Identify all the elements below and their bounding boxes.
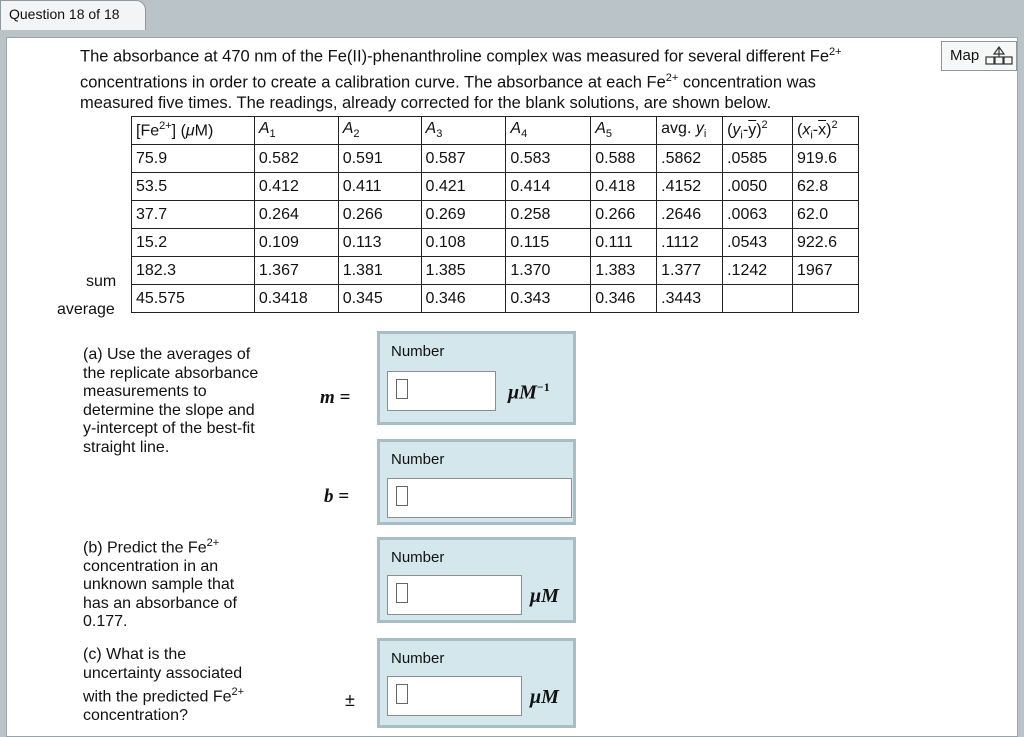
table-cell: 1.383 bbox=[591, 257, 657, 285]
map-button[interactable] bbox=[941, 41, 1017, 71]
table-cell: 0.414 bbox=[506, 173, 591, 201]
part-c-text: (c) What is the uncertainty associated with the predicted $Fe^{2+}$ concentration? bbox=[83, 646, 245, 724]
table-cell: 0.266 bbox=[591, 201, 657, 229]
table-cell: 15.2 bbox=[132, 229, 255, 257]
table-cell: 75.9 bbox=[132, 145, 255, 173]
table-header-cell: $(y_i-\overline{y})^2$ bbox=[723, 117, 793, 145]
table-cell: 0.113 bbox=[338, 229, 421, 257]
text-cursor bbox=[396, 684, 408, 704]
m-input[interactable] bbox=[387, 371, 496, 411]
table-row bbox=[132, 201, 859, 229]
prediction-number-label: Number bbox=[391, 549, 445, 566]
table-cell: 62.8 bbox=[793, 173, 859, 201]
row-label-average: average bbox=[57, 301, 115, 318]
table-cell: 0.3418 bbox=[254, 285, 338, 313]
table-header-cell: $A_2$ bbox=[338, 117, 421, 145]
table-cell: 0.582 bbox=[254, 145, 338, 173]
table-cell: .0050 bbox=[723, 173, 793, 201]
table-cell: 0.345 bbox=[338, 285, 421, 313]
uncertainty-answer-box bbox=[377, 638, 576, 728]
table-cell: .0585 bbox=[723, 145, 793, 173]
table-header-cell: $A_5$ bbox=[591, 117, 657, 145]
b-label: b = bbox=[324, 486, 350, 507]
table-header-cell: $[Fe^{2+}]$ (μM) bbox=[132, 117, 255, 145]
table-cell: 1.367 bbox=[254, 257, 338, 285]
row-label-sum: sum bbox=[86, 273, 117, 290]
table-cell: .0543 bbox=[723, 229, 793, 257]
text-cursor bbox=[396, 486, 408, 506]
table-cell: 0.346 bbox=[421, 285, 506, 313]
uncertainty-input[interactable] bbox=[387, 676, 522, 716]
table-cell: 919.6 bbox=[793, 145, 859, 173]
table-cell: 922.6 bbox=[793, 229, 859, 257]
table-cell: 53.5 bbox=[132, 173, 255, 201]
table-cell: 45.575 bbox=[132, 285, 255, 313]
table-cell: 0.411 bbox=[338, 173, 421, 201]
text-cursor bbox=[396, 583, 408, 603]
uncertainty-unit: μM bbox=[530, 686, 559, 708]
table-row bbox=[132, 257, 859, 285]
b-answer-box bbox=[377, 439, 576, 525]
table-cell: 62.0 bbox=[793, 201, 859, 229]
table-header-cell: $A_3$ bbox=[421, 117, 506, 145]
m-unit: $\mu M^{-1}$ bbox=[508, 380, 550, 404]
table-cell: 0.111 bbox=[591, 229, 657, 257]
table-cell: 1.370 bbox=[506, 257, 591, 285]
table-cell: .3443 bbox=[657, 285, 723, 313]
prediction-input[interactable] bbox=[387, 575, 522, 615]
table-cell: 1.385 bbox=[421, 257, 506, 285]
table-header-row bbox=[132, 117, 859, 145]
table-row bbox=[132, 173, 859, 201]
table-cell: 0.343 bbox=[506, 285, 591, 313]
table-cell: .2646 bbox=[657, 201, 723, 229]
table-cell: 0.108 bbox=[421, 229, 506, 257]
b-number-label: Number bbox=[391, 451, 445, 468]
table-row bbox=[132, 229, 859, 257]
table-cell: 0.258 bbox=[506, 201, 591, 229]
table-cell: 0.264 bbox=[254, 201, 338, 229]
m-label: m = bbox=[320, 387, 351, 408]
table-cell: 1.377 bbox=[657, 257, 723, 285]
table-cell: 0.587 bbox=[421, 145, 506, 173]
b-input[interactable] bbox=[387, 478, 572, 518]
part-b-text: (b) Predict the $Fe^{2+}$ concentration in an unknown sample that has an absorbance of 0.177. bbox=[83, 537, 237, 631]
m-number-label: Number bbox=[391, 343, 445, 360]
table-header-cell: $A_4$ bbox=[506, 117, 591, 145]
m-answer-box bbox=[377, 331, 576, 425]
question-tab-label: Question 18 of 18 bbox=[9, 6, 120, 22]
table-cell: 0.346 bbox=[591, 285, 657, 313]
table-cell: .1242 bbox=[723, 257, 793, 285]
prediction-answer-box bbox=[377, 537, 576, 623]
table-header-cell: $(x_i-\overline{x})^2$ bbox=[793, 117, 859, 145]
table-cell: 0.115 bbox=[506, 229, 591, 257]
table-cell: 1967 bbox=[793, 257, 859, 285]
question-tab[interactable] bbox=[0, 0, 146, 30]
table-cell: .1112 bbox=[657, 229, 723, 257]
table-cell: 0.583 bbox=[506, 145, 591, 173]
plus-minus-sign: ± bbox=[345, 690, 355, 710]
table-cell: 0.109 bbox=[254, 229, 338, 257]
table-cell: 0.591 bbox=[338, 145, 421, 173]
map-icon bbox=[984, 45, 1014, 67]
table-cell: .4152 bbox=[657, 173, 723, 201]
table-cell: 182.3 bbox=[132, 257, 255, 285]
table-cell bbox=[793, 285, 859, 313]
prediction-unit: μM bbox=[530, 585, 559, 607]
table-cell: 1.381 bbox=[338, 257, 421, 285]
data-table bbox=[131, 116, 859, 313]
table-cell: .5862 bbox=[657, 145, 723, 173]
table-header-cell: $A_1$ bbox=[254, 117, 338, 145]
table-cell: 0.588 bbox=[591, 145, 657, 173]
table-header-cell: avg. $y_i$ bbox=[657, 117, 723, 145]
table-cell: 0.269 bbox=[421, 201, 506, 229]
table-cell: .0063 bbox=[723, 201, 793, 229]
table-cell: 0.421 bbox=[421, 173, 506, 201]
part-a-text: (a) Use the averages of the replicate absorbance measurements to determine the slope and y-intercept of the best-fit straight line. bbox=[83, 346, 259, 456]
table-cell: 0.266 bbox=[338, 201, 421, 229]
map-button-label: Map bbox=[950, 47, 980, 64]
table-cell: 0.418 bbox=[591, 173, 657, 201]
table-cell bbox=[723, 285, 793, 313]
table-cell: 0.412 bbox=[254, 173, 338, 201]
text-cursor bbox=[396, 379, 408, 399]
table-cell: 37.7 bbox=[132, 201, 255, 229]
table-row bbox=[132, 145, 859, 173]
question-text: The absorbance at 470 nm of the Fe(II)-phenanthroline complex was measured for several different $Fe^{2+}$ concentrations in order to create a calibration curve. The absorbance at each $Fe^{2+}$ concentration was measured five times. The readings, already corrected for the blank solutions, are shown below. bbox=[80, 46, 842, 112]
uncertainty-number-label: Number bbox=[391, 650, 445, 667]
table-row bbox=[132, 285, 859, 313]
